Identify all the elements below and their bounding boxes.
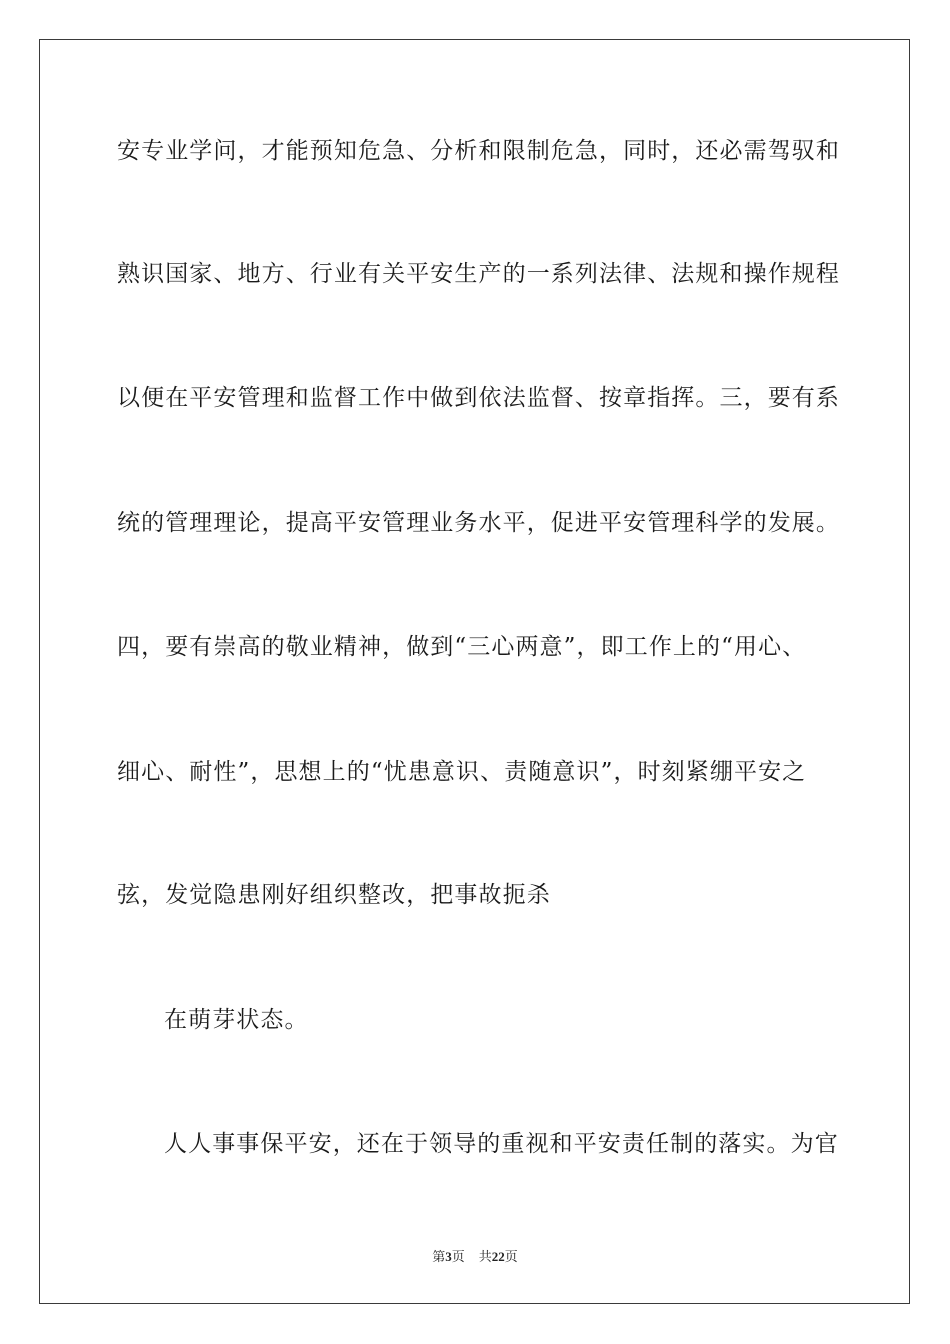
page-suffix: 页 <box>451 1250 465 1265</box>
page-footer <box>0 1248 950 1267</box>
text-line: 细心、耐性”，思想上的“忧患意识、责随意识”，时刻紧绷平安之 <box>117 759 807 785</box>
text-line: 弦，发觉隐患刚好组织整改，把事故扼杀 <box>117 882 551 908</box>
page-border <box>39 39 910 1304</box>
text-line: 熟识国家、地方、行业有关平安生产的一系列法律、法规和操作规程 <box>117 261 840 287</box>
text-line: 在萌芽状态。 <box>164 1007 309 1033</box>
page-number: 3 <box>445 1249 452 1264</box>
text-line: 统的管理理论，提高平安管理业务水平，促进平安管理科学的发展。 <box>117 510 840 536</box>
total-prefix: 共 <box>478 1250 492 1265</box>
total-suffix: 页 <box>504 1250 518 1265</box>
page-prefix: 第 <box>432 1250 446 1265</box>
total-pages: 22 <box>491 1249 505 1264</box>
text-line: 以便在平安管理和监督工作中做到依法监督、按章指挥。三，要有系 <box>117 385 840 411</box>
text-line: 人人事事保平安，还在于领导的重视和平安责任制的落实。为官 <box>164 1131 839 1157</box>
text-line: 四，要有崇高的敬业精神，做到“三心两意”，即工作上的“用心、 <box>117 634 807 660</box>
text-line: 安专业学问，才能预知危急、分析和限制危急，同时，还必需驾驭和 <box>117 138 840 164</box>
